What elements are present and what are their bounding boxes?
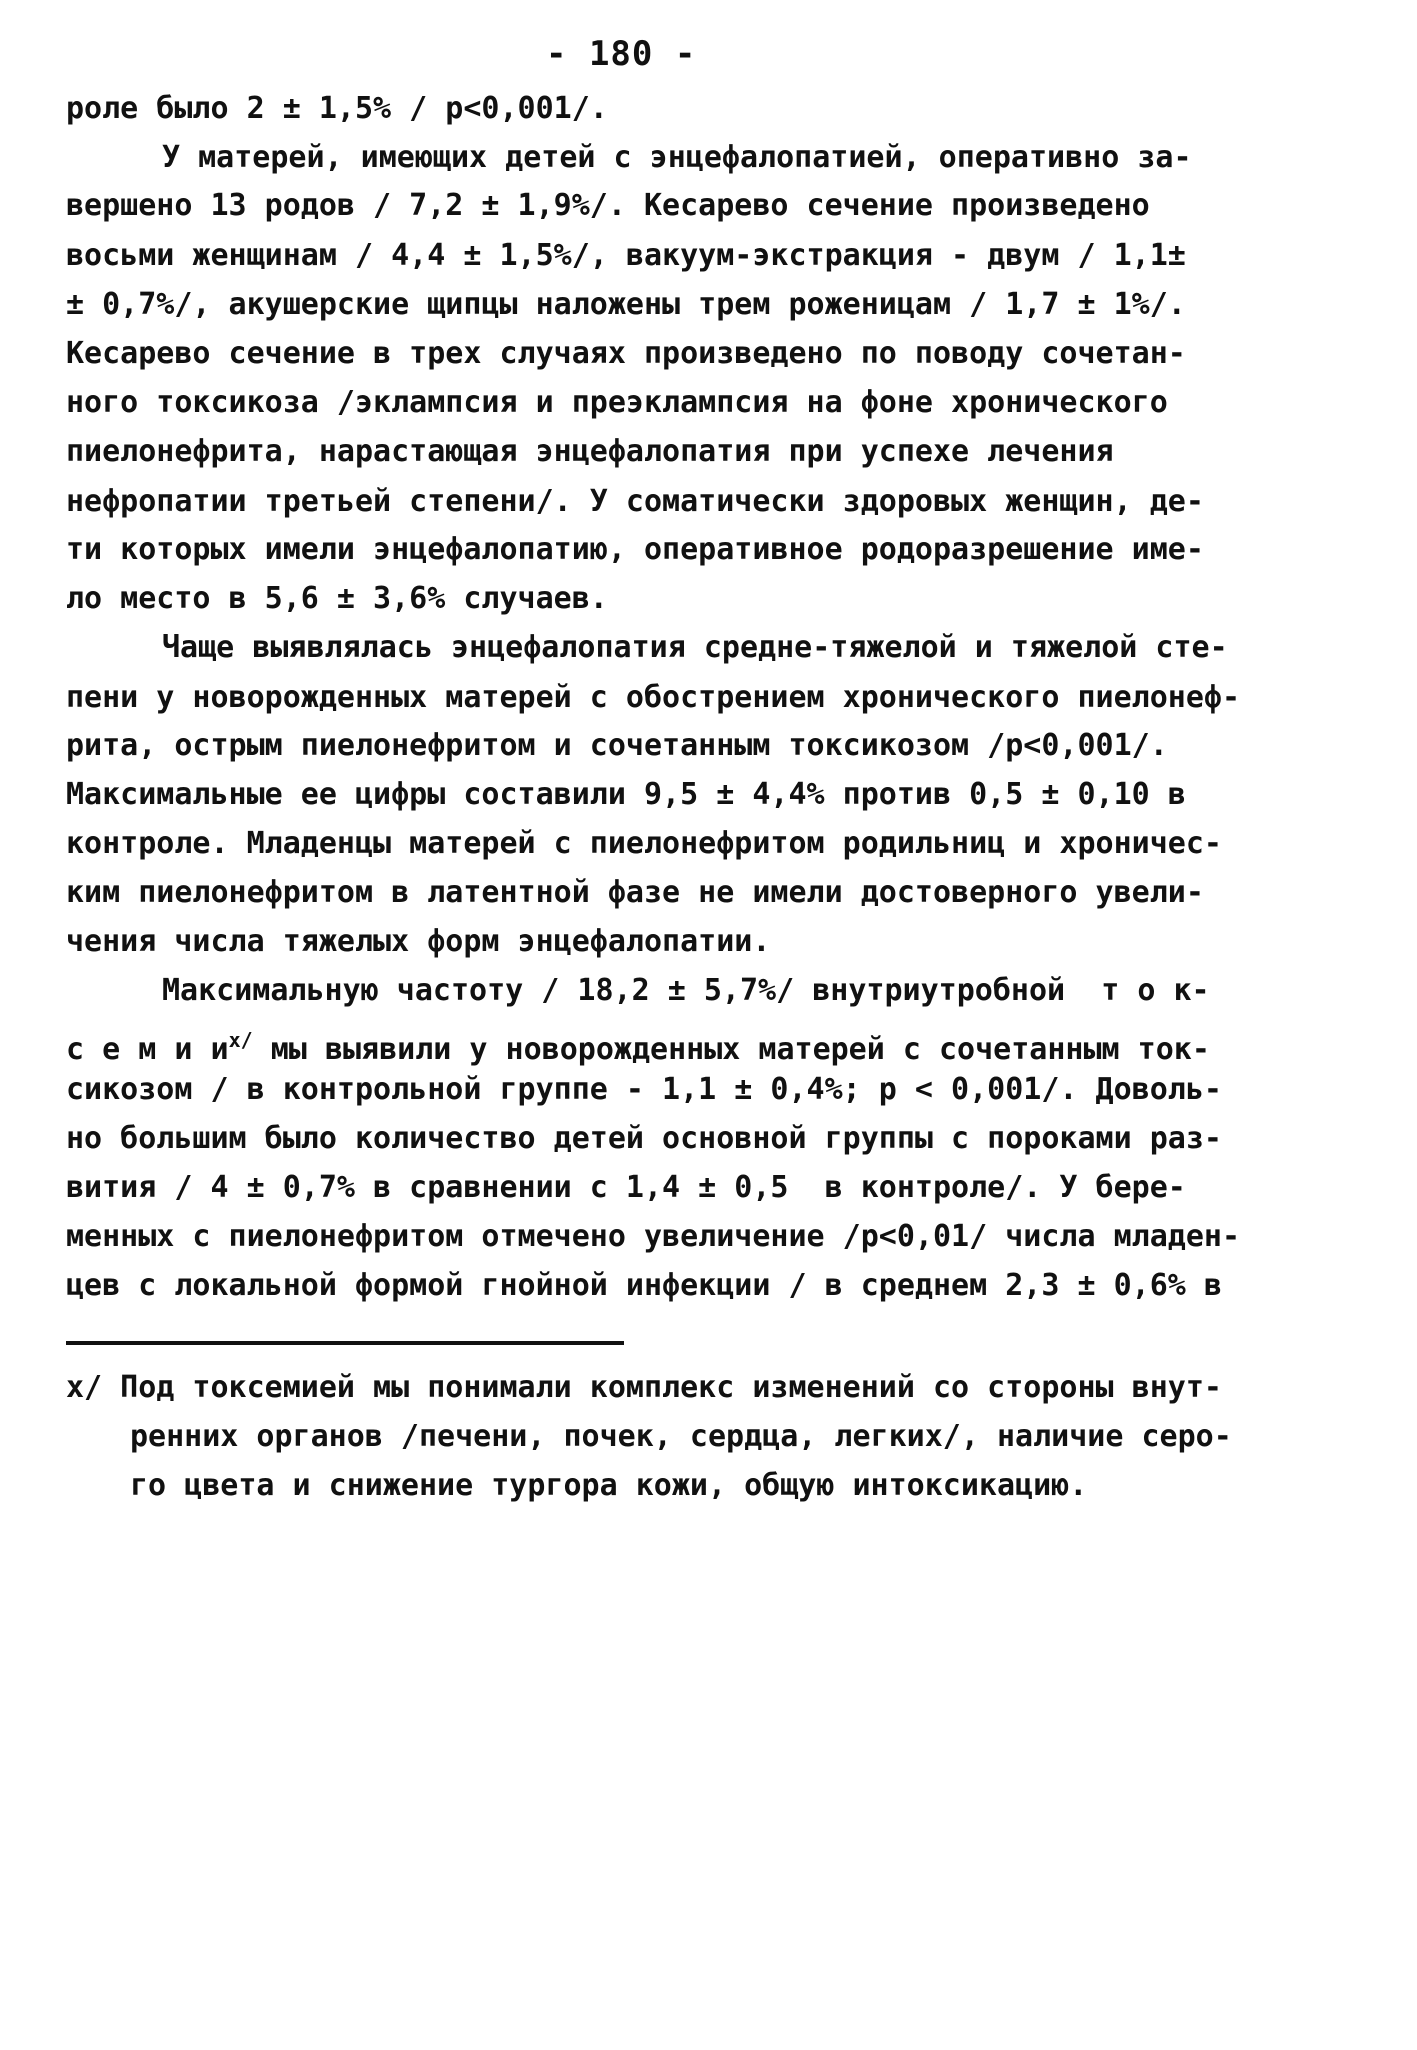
text-line: ло место в 5,6 ± 3,6% случаев. — [66, 581, 608, 616]
text-line: Максимальные ее цифры составили 9,5 ± 4,4% против 0,5 ± 0,10 в — [66, 777, 1186, 812]
text-line: контроле. Младенцы матерей с пиелонефритом родильниц и хроничес- — [66, 826, 1222, 861]
line-continuation: мы выявили у новорожденных матерей с сочетанным ток- — [252, 1032, 1210, 1067]
text-line: ким пиелонефритом в латентной фазе не имели достоверного увели- — [66, 875, 1204, 910]
text-line: рита, острым пиелонефритом и сочетанным токсикозом /р<0,001/. — [66, 728, 1168, 763]
footnote-separator — [66, 1341, 624, 1345]
text-line: пиелонефрита, нарастающая энцефалопатия при успехе лечения — [66, 434, 1114, 469]
text-line: вития / 4 ± 0,7% в сравнении с 1,4 ± 0,5 в контроле/. У бере- — [66, 1170, 1186, 1205]
paragraph-first-line: Максимальную частоту / 18,2 ± 5,7%/ внутриутробной т о к- — [162, 973, 1210, 1008]
text-line: вершено 13 родов / 7,2 ± 1,9%/. Кесарево сечение произведено — [66, 188, 1150, 223]
paragraph-first-line: Чаще выявлялась энцефалопатия средне-тяжелой и тяжелой сте- — [162, 630, 1228, 665]
text-line: чения числа тяжелых форм энцефалопатии. — [66, 924, 771, 959]
text-line-with-footnote-mark — [66, 1022, 1210, 1068]
text-line: ± 0,7%/, акушерские щипцы наложены трем роженицам / 1,7 ± 1%/. — [66, 287, 1186, 322]
text-line: пени у новорожденных матерей с обострением хронического пиелонеф- — [66, 680, 1240, 715]
paragraph-first-line: У матерей, имеющих детей с энцефалопатией, оперативно за- — [162, 140, 1192, 175]
spaced-word: с е м и и — [66, 1032, 229, 1067]
text-line: но большим было количество детей основной группы с пороками раз- — [66, 1121, 1222, 1156]
text-line: цев с локальной формой гнойной инфекции / в среднем 2,3 ± 0,6% в — [66, 1268, 1222, 1303]
text-line: ти которых имели энцефалопатию, оперативное родоразрешение име- — [66, 532, 1204, 567]
footnote-line: го цвета и снижение тургора кожи, общую интоксикацию. — [130, 1468, 1088, 1503]
text-line: сикозом / в контрольной группе - 1,1 ± 0,4%; р < 0,001/. Доволь- — [66, 1072, 1222, 1107]
page-number: - 180 - — [546, 34, 697, 74]
footnote-marker: x/ — [228, 1028, 253, 1052]
text-line: нефропатии третьей степени/. У соматически здоровых женщин, де- — [66, 484, 1204, 519]
text-line: роле было 2 ± 1,5% / р<0,001/. — [66, 91, 608, 126]
text-line: менных с пиелонефритом отмечено увеличение /р<0,01/ числа младен- — [66, 1219, 1240, 1254]
text-line: Кесарево сечение в трех случаях произведено по поводу сочетан- — [66, 336, 1186, 371]
text-line: восьми женщинам / 4,4 ± 1,5%/, вакуум-экстракция - двум / 1,1± — [66, 238, 1186, 273]
footnote-line: х/ Под токсемией мы понимали комплекс изменений со стороны внут- — [66, 1370, 1222, 1405]
text-line: ного токсикоза /эклампсия и преэклампсия на фоне хронического — [66, 385, 1168, 420]
footnote-line: ренних органов /печени, почек, сердца, легких/, наличие серо- — [130, 1419, 1232, 1454]
